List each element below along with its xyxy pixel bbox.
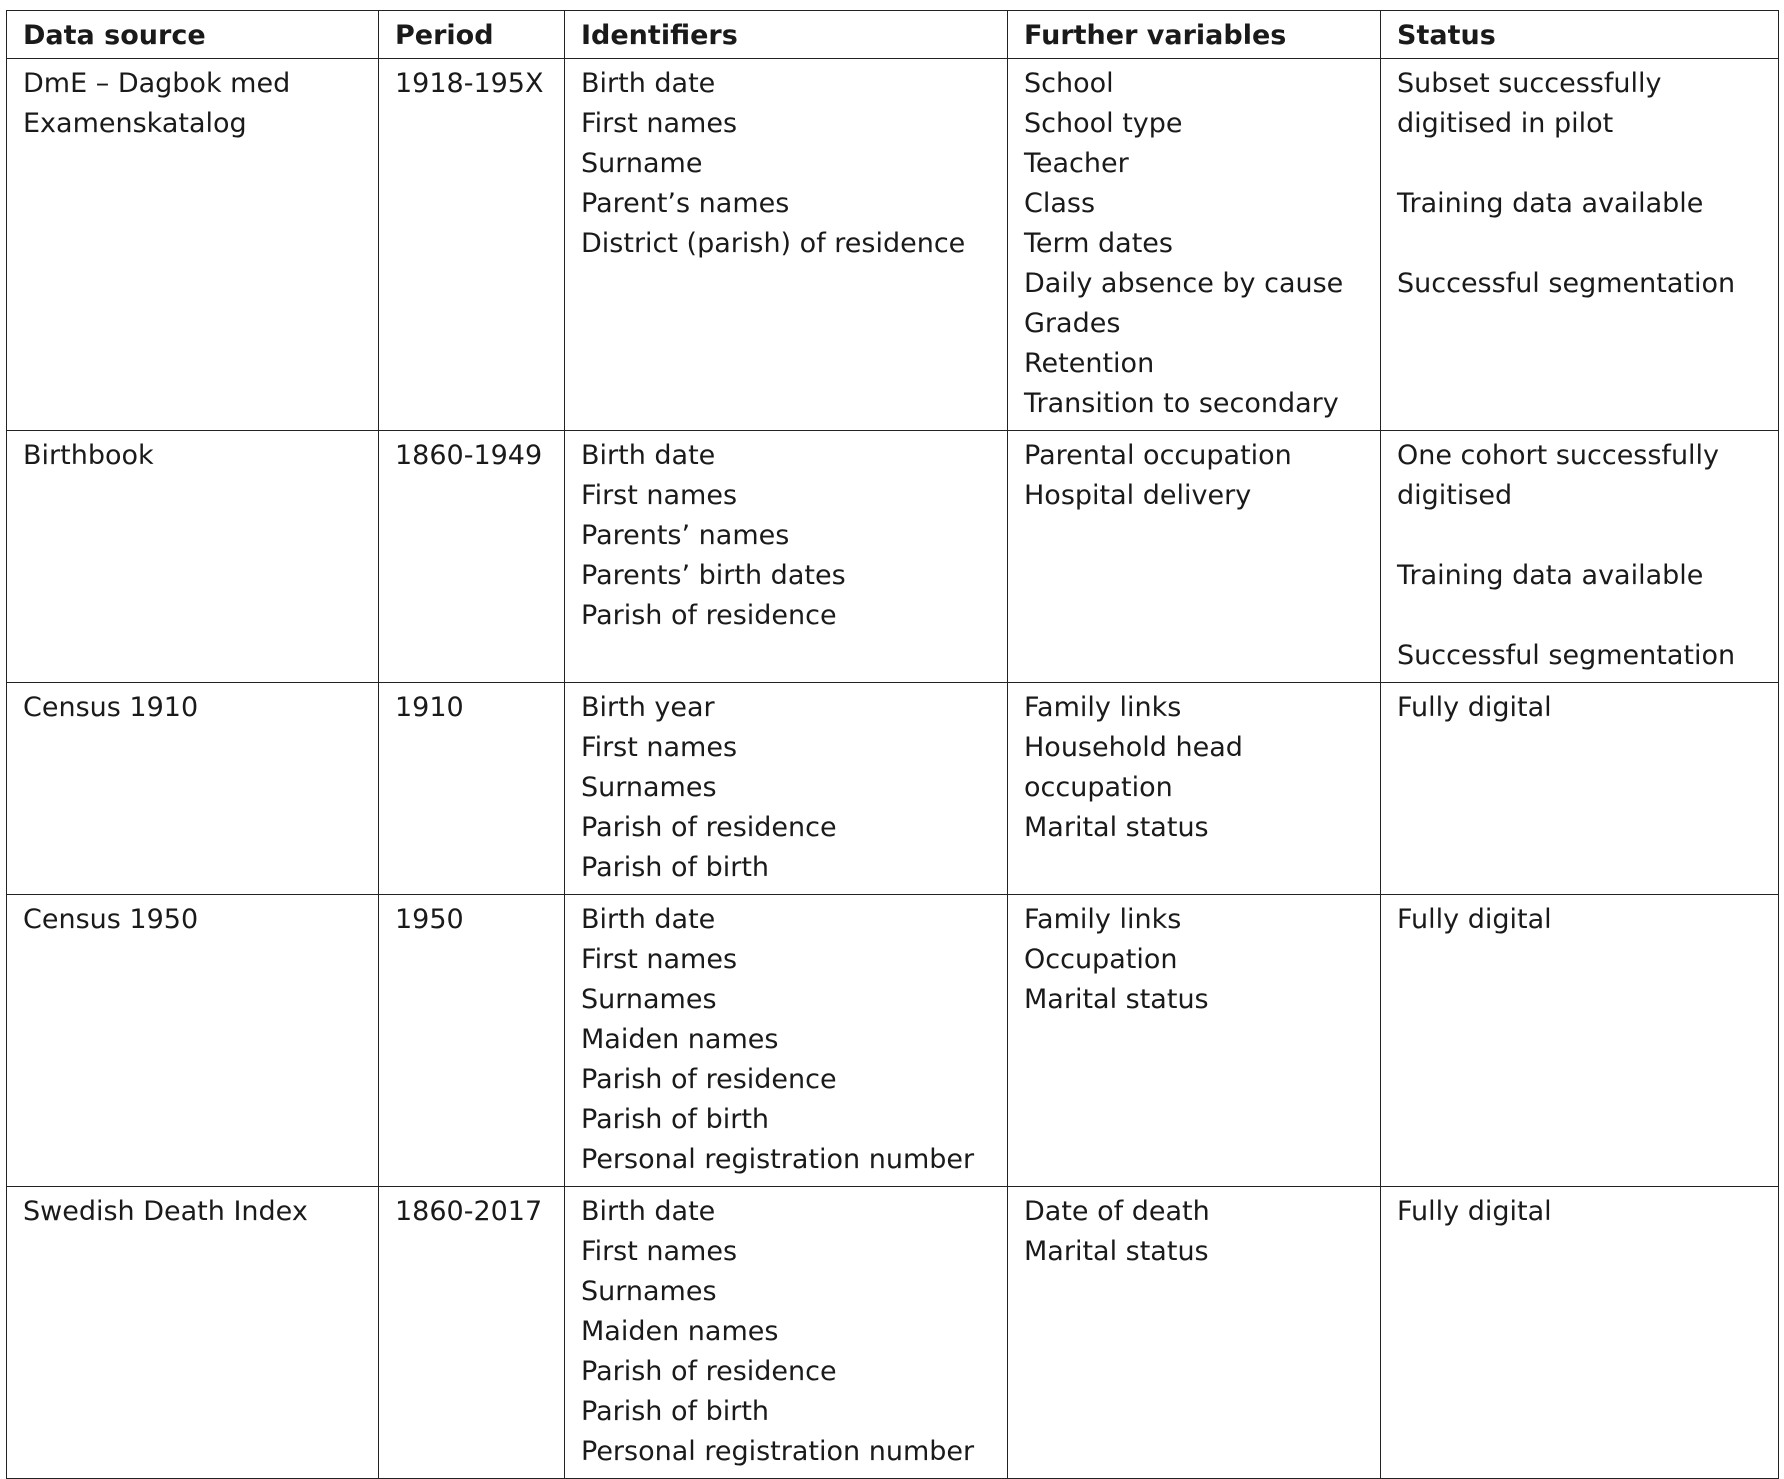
- cell-line: Birth date: [581, 440, 716, 471]
- table-row: [7, 59, 1779, 431]
- cell-line: Training data available: [1397, 188, 1704, 219]
- cell-line: First names: [581, 944, 738, 975]
- blank-line: [1397, 224, 1768, 264]
- cell-line: Fully digital: [1397, 904, 1552, 935]
- cell-line: First names: [581, 108, 738, 139]
- cell-line: Marital status: [1024, 1236, 1209, 1267]
- cell-line: Transition to secondary: [1024, 388, 1339, 419]
- cell-period: [379, 59, 565, 431]
- cell-line: School type: [1024, 108, 1183, 139]
- cell-line: 1918-195X: [395, 68, 544, 99]
- cell-period: [379, 895, 565, 1187]
- cell-line: Census 1910: [23, 692, 199, 723]
- cell-line: First names: [581, 1236, 738, 1267]
- cell-line: Surnames: [581, 772, 717, 803]
- cell-line: Class: [1024, 188, 1096, 219]
- cell-data-source: [7, 431, 379, 683]
- cell-further-variables: [1008, 895, 1381, 1187]
- cell-status: [1381, 59, 1779, 431]
- cell-line: Teacher: [1024, 148, 1129, 179]
- cell-line: Birth date: [581, 68, 716, 99]
- cell-line: Fully digital: [1397, 692, 1552, 723]
- cell-data-source: [7, 1187, 379, 1479]
- cell-line: Swedish Death Index: [23, 1196, 308, 1227]
- cell-status: [1381, 683, 1779, 895]
- cell-line: Census 1950: [23, 904, 199, 935]
- cell-line: Personal registration number: [581, 1144, 975, 1175]
- data-sources-table: [6, 10, 1779, 1479]
- cell-line: Surnames: [581, 984, 717, 1015]
- cell-line: Birth year: [581, 692, 715, 723]
- cell-line: Family links: [1024, 904, 1182, 935]
- table-row: [7, 895, 1779, 1187]
- cell-line: Occupation: [1024, 944, 1178, 975]
- header-data-source: Data source: [7, 11, 379, 59]
- cell-line: Parents’ names: [581, 520, 790, 551]
- cell-data-source: [7, 895, 379, 1187]
- cell-identifiers: [565, 1187, 1008, 1479]
- cell-line: Marital status: [1024, 812, 1209, 843]
- cell-status: [1381, 895, 1779, 1187]
- header-period: Period: [379, 11, 565, 59]
- table-row: [7, 431, 1779, 683]
- cell-line: Parent’s names: [581, 188, 790, 219]
- cell-line: 1910: [395, 692, 464, 723]
- cell-line: Family links: [1024, 692, 1182, 723]
- header-identifiers: Identifiers: [565, 11, 1008, 59]
- table-row: [7, 1187, 1779, 1479]
- cell-line: 1860-1949: [395, 440, 543, 471]
- header-status: Status: [1381, 11, 1779, 59]
- blank-line: [1397, 144, 1768, 184]
- cell-line: Birth date: [581, 904, 716, 935]
- cell-data-source: [7, 59, 379, 431]
- cell-line: 1860-2017: [395, 1196, 543, 1227]
- cell-line: Fully digital: [1397, 1196, 1552, 1227]
- cell-line: Parish of residence: [581, 812, 837, 843]
- cell-line: Training data available: [1397, 560, 1704, 591]
- cell-line: District (parish) of residence: [581, 228, 966, 259]
- cell-line: Parish of birth: [581, 1104, 770, 1135]
- cell-identifiers: [565, 59, 1008, 431]
- cell-line: Daily absence by cause: [1024, 268, 1344, 299]
- cell-identifiers: [565, 431, 1008, 683]
- cell-line: Birth date: [581, 1196, 716, 1227]
- blank-line: [1397, 516, 1768, 556]
- cell-line: Parish of residence: [581, 1064, 837, 1095]
- cell-line: DmE – Dagbok med: [23, 68, 291, 99]
- cell-line: Term dates: [1024, 228, 1173, 259]
- cell-line: occupation: [1024, 772, 1173, 803]
- cell-period: [379, 1187, 565, 1479]
- cell-line: Personal registration number: [581, 1436, 975, 1467]
- table-body: [7, 59, 1779, 1479]
- cell-data-source: [7, 683, 379, 895]
- cell-further-variables: [1008, 431, 1381, 683]
- cell-line: Examenskatalog: [23, 108, 247, 139]
- cell-further-variables: [1008, 1187, 1381, 1479]
- cell-line: Parental occupation: [1024, 440, 1292, 471]
- cell-line: Marital status: [1024, 984, 1209, 1015]
- cell-line: Successful segmentation: [1397, 268, 1736, 299]
- cell-status: [1381, 1187, 1779, 1479]
- cell-line: Parish of birth: [581, 852, 770, 883]
- cell-line: Birthbook: [23, 440, 154, 471]
- cell-period: [379, 431, 565, 683]
- cell-line: Maiden names: [581, 1024, 779, 1055]
- cell-line: Parish of residence: [581, 1356, 837, 1387]
- cell-further-variables: [1008, 59, 1381, 431]
- cell-identifiers: [565, 683, 1008, 895]
- blank-line: [1397, 596, 1768, 636]
- cell-line: First names: [581, 732, 738, 763]
- cell-period: [379, 683, 565, 895]
- header-row: [7, 11, 1779, 59]
- header-further-variables: Further variables: [1008, 11, 1381, 59]
- cell-line: Grades: [1024, 308, 1121, 339]
- cell-identifiers: [565, 895, 1008, 1187]
- cell-line: Maiden names: [581, 1316, 779, 1347]
- cell-line: Household head: [1024, 732, 1243, 763]
- cell-status: [1381, 431, 1779, 683]
- cell-line: Successful segmentation: [1397, 640, 1736, 671]
- cell-line: Surnames: [581, 1276, 717, 1307]
- cell-line: Date of death: [1024, 1196, 1210, 1227]
- cell-line: First names: [581, 480, 738, 511]
- cell-further-variables: [1008, 683, 1381, 895]
- cell-line: Hospital delivery: [1024, 480, 1252, 511]
- cell-line: Subset successfully: [1397, 68, 1662, 99]
- cell-line: 1950: [395, 904, 464, 935]
- cell-line: digitised in pilot: [1397, 108, 1614, 139]
- cell-line: One cohort successfully: [1397, 440, 1720, 471]
- cell-line: Parents’ birth dates: [581, 560, 846, 591]
- cell-line: Parish of birth: [581, 1396, 770, 1427]
- cell-line: Surname: [581, 148, 703, 179]
- cell-line: digitised: [1397, 480, 1513, 511]
- table-row: [7, 683, 1779, 895]
- cell-line: Parish of residence: [581, 600, 837, 631]
- cell-line: Retention: [1024, 348, 1155, 379]
- cell-line: School: [1024, 68, 1114, 99]
